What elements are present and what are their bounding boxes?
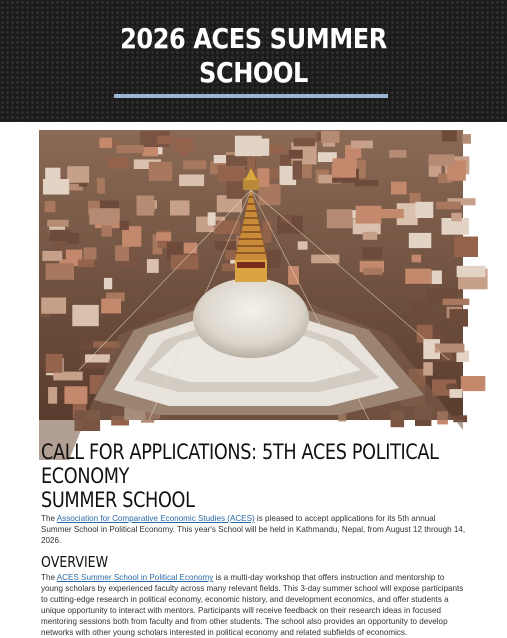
city-building [321, 131, 340, 143]
city-building [415, 202, 433, 218]
city-building [446, 384, 458, 390]
city-building [47, 220, 68, 227]
city-building [208, 212, 216, 225]
city-building [171, 255, 199, 270]
city-building [97, 178, 105, 194]
city-building [175, 138, 194, 151]
article-body [41, 440, 467, 638]
city-building [67, 166, 89, 183]
spire-band [246, 203, 255, 205]
city-building [288, 266, 299, 285]
summer-school-link[interactable]: ACES Summer School in Political Economy [56, 573, 214, 582]
city-building [423, 362, 433, 375]
city-building [450, 389, 463, 398]
city-building [85, 354, 110, 362]
city-building [355, 180, 379, 186]
city-building [432, 271, 442, 285]
city-building [78, 260, 94, 267]
city-building [115, 245, 129, 261]
city-building [117, 145, 144, 153]
city-building [42, 251, 62, 261]
title-underline [114, 94, 388, 98]
city-building [281, 215, 292, 223]
city-building [46, 354, 63, 373]
aerial-stupa-photo [39, 130, 463, 420]
city-building [257, 168, 269, 187]
city-building [53, 372, 82, 381]
city-building [409, 233, 432, 248]
city-building [412, 255, 422, 263]
city-building [149, 162, 172, 181]
city-building [41, 298, 66, 314]
city-building [147, 259, 159, 273]
city-building [84, 247, 97, 259]
city-building [72, 305, 99, 326]
intro-text-after: is pleased to accept applications for its 5th annual Summer School in Political Economy. This year's School will be held in Kathmandu, Nepal, from August 12 through 14, 2026. [41, 514, 466, 545]
spire-band [248, 196, 254, 198]
hero-banner [0, 0, 507, 122]
city-building [48, 387, 57, 404]
city-building [363, 232, 377, 240]
city-building [157, 136, 173, 144]
city-building [268, 145, 286, 154]
city-building [263, 221, 272, 242]
city-building [391, 182, 407, 195]
city-building [179, 175, 204, 187]
city-building [351, 141, 373, 149]
city-building [327, 209, 353, 228]
city-building [227, 181, 246, 199]
city-building [363, 247, 383, 259]
intro-text-before: The [41, 514, 57, 523]
spire-band [243, 217, 259, 219]
city-building [298, 241, 308, 249]
city-building [183, 160, 206, 169]
call-heading-line-2: SUMMER SCHOOL [41, 488, 195, 512]
spire-band [240, 231, 262, 233]
city-building [443, 299, 470, 306]
city-building [462, 134, 471, 144]
city-building [461, 376, 486, 391]
city-building [454, 237, 478, 258]
city-building [451, 213, 461, 222]
city-building [101, 299, 121, 314]
overview-heading: OVERVIEW [41, 553, 109, 571]
page-title [35, 22, 471, 90]
city-building [215, 241, 240, 250]
city-building [214, 155, 227, 163]
spire-band [245, 210, 257, 212]
overview-text-after: is a multi-day workshop that offers instruction and mentorship to young scholars by experienced faculty across many relevant fields. This 3-day summer school will expose participants to cutting-edge research in political economy, economic history, and development economics, and offer students a unique opportunity to interact with mentors. Participants will receive feedback on their research ideas in focused mentoring sessions both from faculty and from other students. The school also provides an opportunity to develop networks with other young scholars interested in political economy and related subfields of economics. [41, 573, 464, 637]
city-building [98, 348, 114, 354]
city-building [218, 165, 246, 182]
city-building [46, 263, 74, 280]
spire-band [242, 224, 261, 226]
spire-band [238, 238, 263, 240]
city-building [120, 221, 129, 230]
city-building [89, 208, 119, 224]
city-building [99, 138, 112, 148]
city-building [258, 184, 280, 205]
city-building [412, 301, 429, 312]
spire-band [235, 252, 267, 254]
city-building [79, 343, 91, 351]
city-building [293, 161, 302, 180]
city-building [449, 309, 468, 327]
stupa-illustration [39, 130, 463, 420]
call-for-applications-heading [41, 440, 468, 512]
city-building [170, 200, 190, 215]
city-building [429, 154, 455, 166]
city-building [435, 344, 465, 353]
city-building [101, 225, 112, 236]
city-building [43, 179, 69, 195]
call-heading-line-1: CALL FOR APPLICATIONS: 5TH ACES POLITICAL ECONOMY [41, 440, 439, 488]
intro-paragraph [41, 513, 467, 546]
page-title-line-1: 2026 ACES SUMMER [120, 22, 387, 55]
city-building [294, 138, 315, 146]
city-building [289, 150, 303, 159]
city-building [104, 278, 112, 289]
city-building [376, 209, 404, 218]
city-building [156, 232, 171, 241]
city-building [363, 268, 382, 275]
page-title-line-2: SCHOOL [199, 56, 308, 89]
aces-association-link[interactable]: Association for Comparative Economic Studies (ACES) [56, 514, 255, 523]
spire-band [237, 245, 265, 247]
city-building [442, 131, 457, 142]
city-building [64, 386, 87, 404]
city-building [332, 164, 356, 178]
city-building [137, 196, 154, 216]
city-building [235, 136, 262, 157]
city-building [436, 202, 461, 210]
city-building [50, 230, 71, 241]
city-building [214, 221, 240, 234]
overview-paragraph [41, 572, 467, 638]
city-building [45, 201, 56, 212]
city-building [405, 269, 431, 284]
overview-text-before: The [41, 573, 57, 582]
city-building [457, 266, 486, 277]
city-building [389, 150, 406, 158]
city-building [108, 158, 129, 169]
